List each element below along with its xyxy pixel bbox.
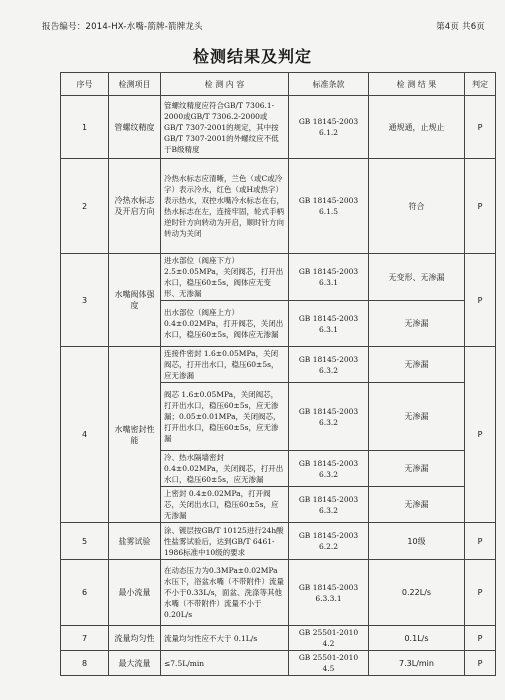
row-verdict: P — [465, 159, 496, 254]
row-item: 盐雾试验 — [109, 523, 161, 560]
row-content: 涂、镀层按GB/T 10125进行24h酸性盐雾试验后，达到GB/T 6461-1986标准中10级的要求 — [161, 523, 289, 560]
row-std: GB 25501-2010 4.2 — [289, 626, 369, 651]
page-title: 检测结果及判定 — [192, 47, 312, 66]
row-item: 最大流量 — [109, 651, 161, 676]
row-std: GB 18145-2003 6.3.1 — [289, 301, 369, 347]
row-verdict: P — [465, 560, 496, 626]
row-verdict: P — [465, 651, 496, 676]
row-std: GB 18145-2003 6.3.2 — [289, 383, 369, 451]
table-row — [61, 96, 496, 159]
table-row — [61, 626, 496, 651]
row-item: 水嘴阀体强度 — [109, 254, 161, 347]
row-content: 上密封 0.4±0.02MPa，打开阀芯，关闭出水口，稳压60±5s，应无渗漏 — [161, 487, 289, 523]
row-std: GB 18145-2003 6.3.1 — [289, 254, 369, 301]
row-content: 阀芯 1.6±0.05MPa，关闭阀芯，打开出水口，稳压60±5s，应无渗漏；0.05±0.01MPa，关闭阀芯，打开出水口，稳压60±5s，应无渗漏 — [161, 383, 289, 451]
row-no: 4 — [61, 347, 109, 523]
row-item: 水嘴密封性能 — [109, 347, 161, 523]
col-header-verdict: 判定 — [465, 73, 496, 96]
row-no: 3 — [61, 254, 109, 347]
report-number: 报告编号：2014-HX-水嘴-箭牌-箭牌龙头 — [42, 22, 203, 32]
row-std: GB 18145-2003 6.3.2 — [289, 487, 369, 523]
table-row — [61, 347, 496, 383]
row-std: GB 18145-2003 6.3.2 — [289, 347, 369, 383]
row-verdict: P — [465, 523, 496, 560]
table-row — [61, 560, 496, 626]
row-content: 管螺纹精度应符合GB/T 7306.1-2000或GB/T 7306.2-2000或GB/T 7307-2001的规定，其中按GB/T 7307-2001的外螺纹应不低于B级精度 — [161, 96, 289, 159]
row-item: 最小流量 — [109, 560, 161, 626]
row-content: 冷热水标志应清晰，兰色（或C或冷字）表示冷水，红色（或H或热字）表示热水，双控水嘴冷水标志在右，热水标志在左，连接牢固，轮式手柄逆时针方向转动为开启，顺时针方向转动为关闭 — [161, 159, 289, 254]
row-no: 6 — [61, 560, 109, 626]
row-std: GB 18145-2003 6.1.2 — [289, 96, 369, 159]
table-row — [61, 523, 496, 560]
row-std: GB 18145-2003 6.3.2 — [289, 451, 369, 487]
row-no: 8 — [61, 651, 109, 676]
row-verdict: P — [465, 96, 496, 159]
row-content: ≤7.5L/min — [161, 651, 289, 676]
row-no: 2 — [61, 159, 109, 254]
row-result: 通规通，止规止 — [369, 96, 465, 159]
row-content: 进水部位（阀座下方）2.5±0.05MPa，关闭阀芯，打开出水口，稳压60±5s，阀体应无变形、无渗漏 — [161, 254, 289, 301]
row-result: 无渗漏 — [369, 487, 465, 523]
row-no: 7 — [61, 626, 109, 651]
col-header-item: 检测项目 — [109, 73, 161, 96]
row-result: 0.1L/s — [369, 626, 465, 651]
row-result: 无变形、无渗漏 — [369, 254, 465, 301]
col-header-result: 检 测 结 果 — [369, 73, 465, 96]
row-result: 7.3L/min — [369, 651, 465, 676]
row-std: GB 18145-2003 6.1.5 — [289, 159, 369, 254]
row-result: 无渗漏 — [369, 301, 465, 347]
row-no: 1 — [61, 96, 109, 159]
row-no: 5 — [61, 523, 109, 560]
results-table — [60, 72, 496, 676]
col-header-content: 检 测 内 容 — [161, 73, 289, 96]
row-result: 无渗漏 — [369, 383, 465, 451]
row-content: 在动态压力为0.3MPa±0.02MPa水压下，浴盆水嘴（不带附件）流量不小于0.33L/s，面盆、洗涤等其他水嘴（不带附件）流量不小于0.20L/s — [161, 560, 289, 626]
row-content: 冷、热水隔墙密封 0.4±0.02MPa，关闭阀芯，打开出水口，稳压60±5s，应无渗漏 — [161, 451, 289, 487]
row-result: 10级 — [369, 523, 465, 560]
row-std: GB 25501-2010 4.5 — [289, 651, 369, 676]
row-verdict: P — [465, 626, 496, 651]
table-row — [61, 159, 496, 254]
row-std: GB 18145-2003 6.3.3.1 — [289, 560, 369, 626]
row-item: 冷热水标志及开启方向 — [109, 159, 161, 254]
row-content: 流量均匀性应不大于 0.1L/s — [161, 626, 289, 651]
col-header-no: 序号 — [61, 73, 109, 96]
row-result: 无渗漏 — [369, 451, 465, 487]
col-header-std: 标准条款 — [289, 73, 369, 96]
row-result: 符合 — [369, 159, 465, 254]
table-row — [61, 254, 496, 301]
row-verdict: P — [465, 347, 496, 523]
row-std: GB 18145-2003 6.2.2 — [289, 523, 369, 560]
row-result: 0.22L/s — [369, 560, 465, 626]
page-indicator: 第4页 共6页 — [436, 22, 485, 32]
table-header-row — [61, 73, 496, 96]
table-row — [61, 651, 496, 676]
row-content: 连接件密封 1.6±0.05MPa，关闭阀芯，打开出水口，稳压60±5s，应无渗漏 — [161, 347, 289, 383]
row-verdict: P — [465, 254, 496, 347]
row-item: 管螺纹精度 — [109, 96, 161, 159]
row-result: 无渗漏 — [369, 347, 465, 383]
row-content: 出水部位（阀座上方）0.4±0.02MPa，打开阀芯，关闭出水口，稳压60±5s，阀体应无渗漏 — [161, 301, 289, 347]
row-item: 流量均匀性 — [109, 626, 161, 651]
